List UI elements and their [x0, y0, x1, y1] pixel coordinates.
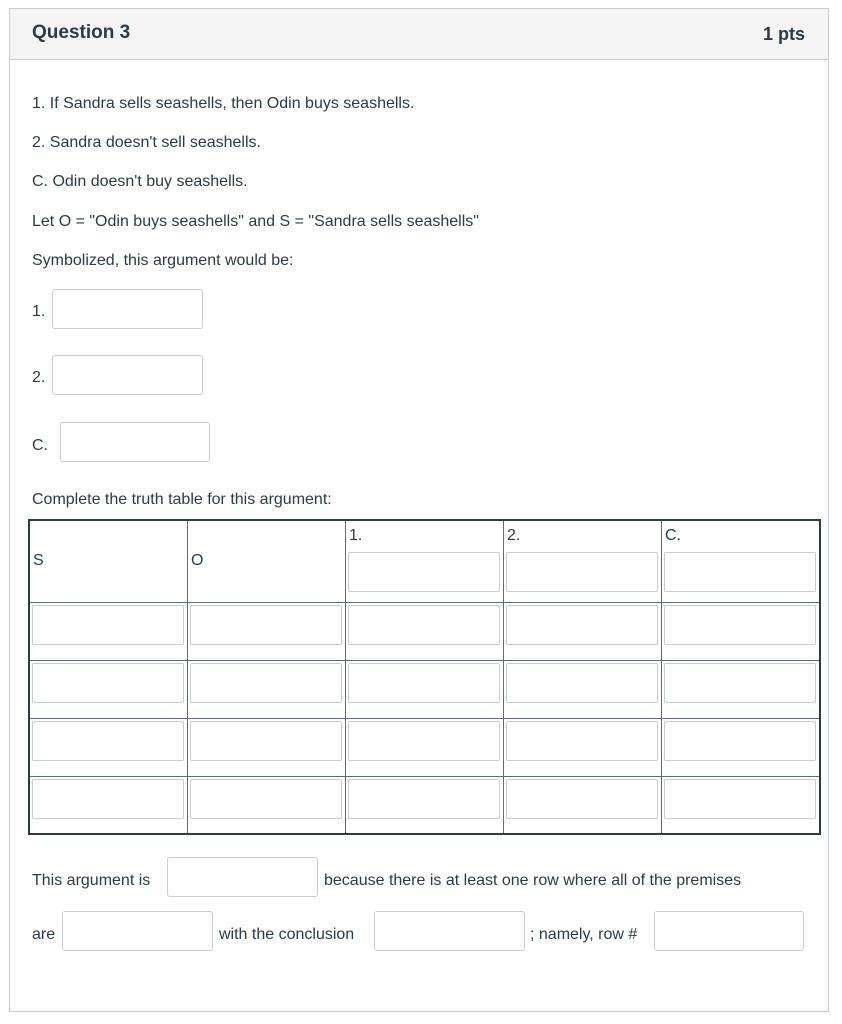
conclusion-text-5: ; namely, row # [530, 926, 638, 943]
table-row [29, 718, 820, 776]
table-row [29, 660, 820, 718]
let-statement: Let O = "Odin buys seashells" and S = "Sandra sells seashells" [32, 213, 479, 230]
symbol-label-1: 1. [32, 303, 46, 320]
symbolize-prompt: Symbolized, this argument would be: [32, 252, 294, 269]
cell-input[interactable] [664, 663, 816, 703]
cell-input[interactable] [190, 721, 342, 761]
cell-input[interactable] [506, 721, 658, 761]
truth-table-prompt: Complete the truth table for this argument: [32, 491, 332, 508]
header-cell-s [29, 520, 188, 602]
question-title: Question 3 [32, 22, 131, 43]
cell-input[interactable] [32, 663, 184, 703]
cell-input[interactable] [348, 663, 500, 703]
var-header-s: S [33, 552, 44, 569]
premise-2: 2. Sandra doesn't sell seashells. [32, 134, 261, 151]
header-cell-2 [504, 520, 662, 602]
conclusion-text-1: This argument is [32, 872, 151, 889]
truth-table [28, 519, 821, 835]
header-cell-o [188, 520, 346, 602]
cell-input[interactable] [190, 663, 342, 703]
symbol-input-c[interactable] [60, 422, 210, 462]
cell-input[interactable] [348, 605, 500, 645]
table-row [29, 602, 820, 660]
conclusion-value-input[interactable] [374, 911, 525, 951]
cell-input[interactable] [506, 779, 658, 819]
question-points: 1 pts [762, 24, 805, 44]
cell-input[interactable] [190, 605, 342, 645]
var-header-o: O [191, 552, 204, 569]
premise-1: 1. If Sandra sells seashells, then Odin buys seashells. [32, 95, 415, 112]
cell-input[interactable] [348, 721, 500, 761]
header-cell-c [662, 520, 821, 602]
conclusion-text-2: because there is at least one row where all of the premises [324, 872, 742, 889]
row-number-input[interactable] [654, 911, 804, 951]
conclusion-text-3: are [32, 926, 56, 943]
cell-input[interactable] [664, 605, 816, 645]
symbol-label-2: 2. [32, 369, 46, 386]
table-row [29, 776, 820, 834]
conclusion-statement: C. Odin doesn't buy seashells. [32, 173, 248, 190]
formula-header-c: C. [665, 527, 681, 544]
validity-input[interactable] [167, 857, 318, 897]
formula-input-c[interactable] [664, 552, 816, 592]
symbol-label-c: C. [32, 437, 48, 454]
cell-input[interactable] [190, 779, 342, 819]
formula-header-1: 1. [349, 527, 363, 544]
cell-input[interactable] [664, 721, 816, 761]
question-header [10, 9, 828, 60]
formula-header-2: 2. [507, 527, 521, 544]
symbol-input-2[interactable] [52, 355, 203, 395]
header-cell-1 [346, 520, 504, 602]
cell-input[interactable] [348, 779, 500, 819]
cell-input[interactable] [506, 663, 658, 703]
question-card [9, 8, 829, 1012]
cell-input[interactable] [664, 779, 816, 819]
conclusion-text-4: with the conclusion [219, 926, 355, 943]
cell-input[interactable] [32, 605, 184, 645]
cell-input[interactable] [506, 605, 658, 645]
cell-input[interactable] [32, 721, 184, 761]
premises-value-input[interactable] [62, 911, 213, 951]
symbol-input-1[interactable] [52, 289, 203, 329]
formula-input-2[interactable] [506, 552, 658, 592]
formula-input-1[interactable] [348, 552, 500, 592]
cell-input[interactable] [32, 779, 184, 819]
